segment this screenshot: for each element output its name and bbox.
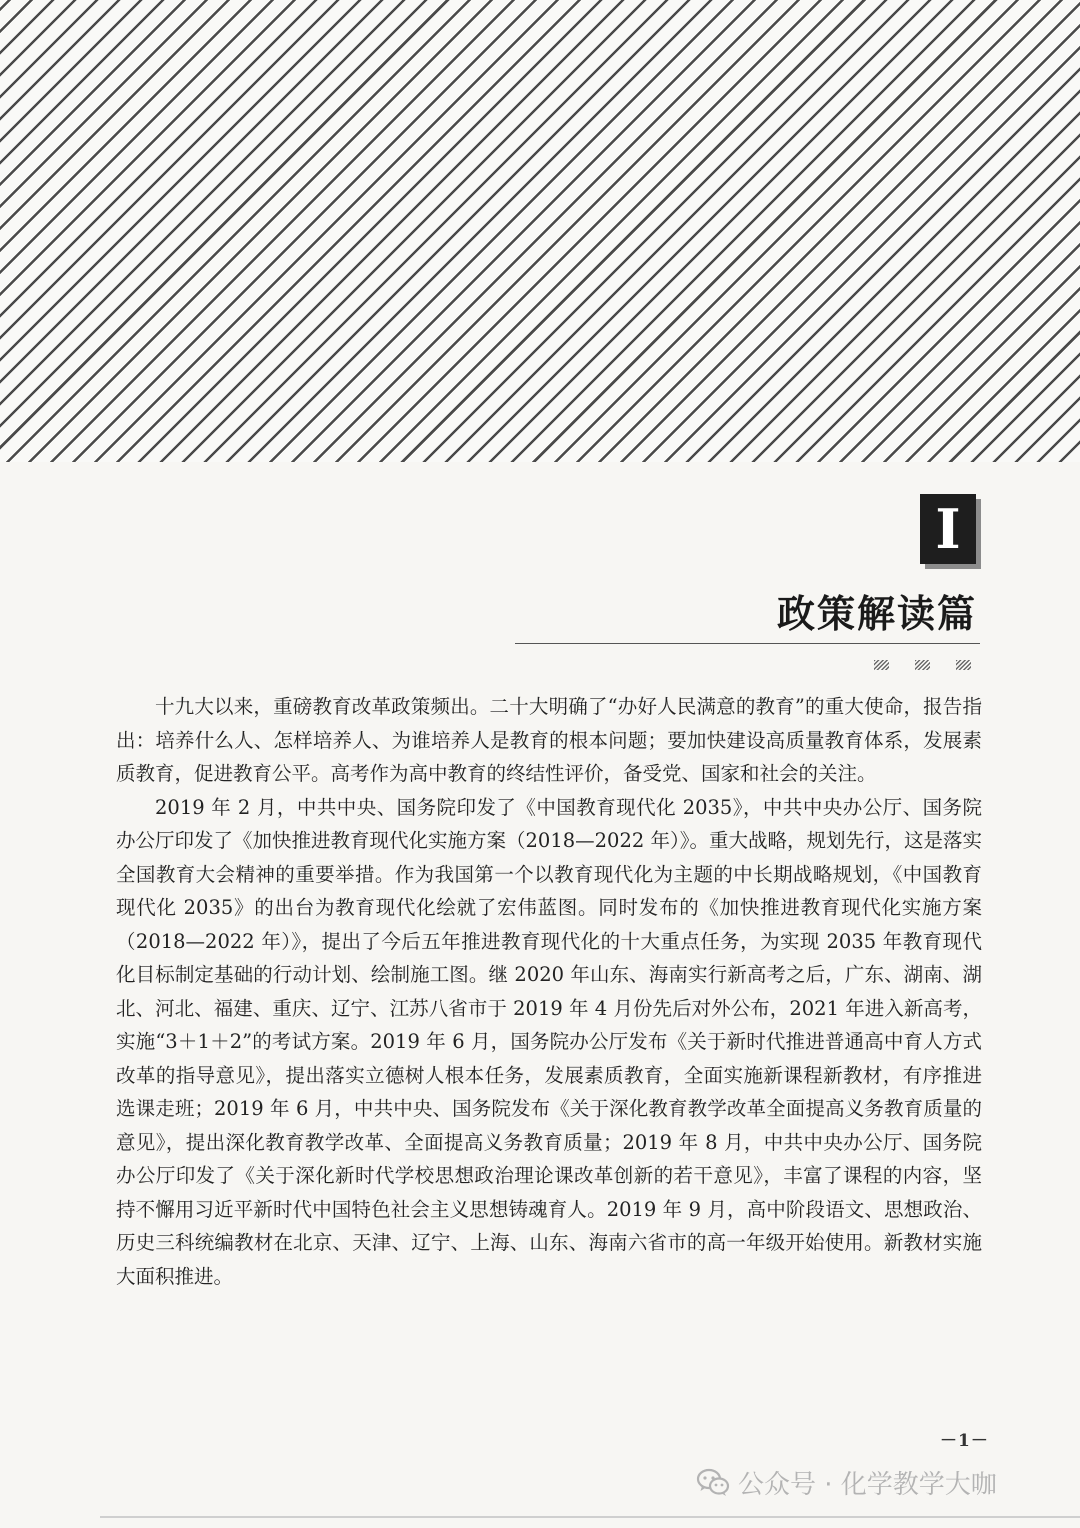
body-text xyxy=(116,690,982,1293)
decorative-square xyxy=(915,660,930,670)
watermark-text: 公众号 · 化学教学大咖 xyxy=(738,1469,997,1500)
decorative-square xyxy=(956,660,971,670)
title-underline xyxy=(515,643,980,644)
chapter-numeral: I xyxy=(935,497,961,561)
paragraph-2: 2019 年 2 月，中共中央、国务院印发了《中国教育现代化 2035》，中共中央办公厅、国务院办公厅印发了《加快推进教育现代化实施方案（2018—2022 年）》。重大战略，规划先行，这是落实全国教育大会精神的重要举措。作为我国第一个以教育现代化为主题的中长期战略规划，《中国教育现代化 2035》的出台为教育现代化绘就了宏伟蓝图。同时发布的《加快推进教育现代化实施方案（2018—2022 年）》，提出了今后五年推进教育现代化的十大重点任务，为实现 2035 年教育现代化目标制定基础的行动计划、绘制施工图。继 2020 年山东、海南实行新高考之后，广东、湖南、湖北、河北、福建、重庆、辽宁、江苏八省市于 2019 年 4 月份先后对外公布，2021 年进入新高考，实施“3＋1＋2”的考试方案。2019 年 6 月，国务院办公厅发布《关于新时代推进普通高中育人方式改革的指导意见》，提出落实立德树人根本任务，发展素质教育，全面实施新课程新教材，有序推进选课走班；2019 年 6 月，中共中央、国务院发布《关于深化教育教学改革全面提高义务教育质量的意见》，提出深化教育教学改革、全面提高义务教育质量；2019 年 8 月，中共中央办公厅、国务院办公厅印发了《关于深化新时代学校思想政治理论课改革创新的若干意见》，丰富了课程的内容，坚持不懈用习近平新时代中国特色社会主义思想铸魂育人。2019 年 9 月，高中阶段语文、思想政治、历史三科统编教材在北京、天津、辽宁、上海、山东、海南六省市的高一年级开始使用。新教材实施大面积推进。 xyxy=(116,795,982,1288)
hatched-header-pattern xyxy=(0,0,1080,462)
decorative-square xyxy=(874,660,889,670)
bottom-rule xyxy=(100,1516,1080,1518)
paragraph-1: 十九大以来，重磅教育改革政策频出。二十大明确了“办好人民满意的教育”的重大使命，报告指出：培养什么人、怎样培养人、为谁培养人是教育的根本问题；要加快建设高质量教育体系，发展素质教育，促进教育公平。高考作为高中教育的终结性评价，备受党、国家和社会的关注。 xyxy=(116,695,982,785)
wechat-icon xyxy=(696,1467,730,1497)
section-title: 政策解读篇 xyxy=(776,592,977,636)
page-number: －1－ xyxy=(940,1431,989,1451)
watermark xyxy=(696,1462,997,1502)
chapter-number-box xyxy=(920,494,976,564)
